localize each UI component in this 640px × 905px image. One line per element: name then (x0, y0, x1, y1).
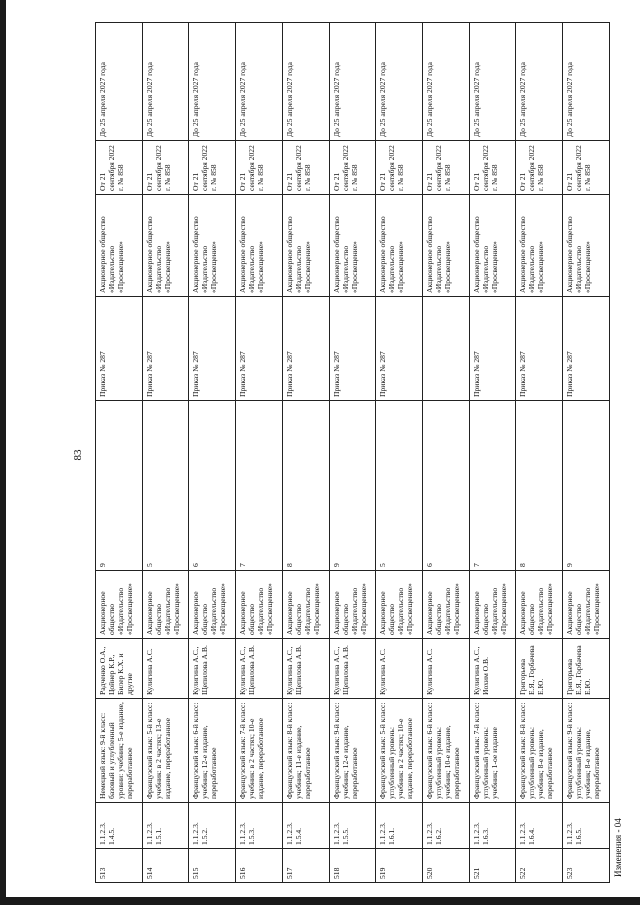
valid-until: До 25 апреля 2027 года (471, 62, 481, 137)
row-number: 513 (98, 867, 107, 879)
publisher-full-cell (142, 571, 189, 639)
authors-cell (236, 639, 283, 699)
grade-number: 8 (284, 563, 294, 567)
textbook-title-cell (282, 699, 329, 803)
publisher-cell (516, 195, 563, 297)
table-row (142, 23, 189, 883)
order-ref-cell (469, 297, 516, 401)
textbook-title: Французский язык: 6-й класс: углубленный уровень: учебник; 10-е издание, переработанное (425, 702, 462, 799)
order-ref-cell (329, 297, 376, 401)
publisher-full: Акционерное общество «Издательство «Просвещение» (378, 583, 415, 635)
row-number: 522 (518, 867, 528, 879)
grade-number-cell (329, 401, 376, 571)
publisher-full: Акционерное общество «Издательство «Просвещение» (518, 583, 555, 635)
grade-number: 6 (425, 563, 435, 567)
row-code: 1.1.2.3. 1.5.3. (238, 822, 257, 845)
row-code-cell (469, 803, 516, 849)
order-ref-cell (563, 297, 610, 401)
approval-date: От 21 сентября 2022 г. № 858 (378, 145, 406, 191)
approval-date-cell (142, 141, 189, 195)
approval-date: От 21 сентября 2022 г. № 858 (518, 145, 546, 191)
textbook-title-cell (376, 699, 423, 803)
row-number-cell (96, 849, 143, 883)
row-number-cell (376, 849, 423, 883)
row-number-cell (236, 849, 283, 883)
row-number: 517 (284, 867, 294, 879)
row-number: 521 (471, 867, 481, 879)
approval-date-cell (469, 141, 516, 195)
valid-until: До 25 апреля 2027 года (518, 62, 528, 137)
valid-until-cell (563, 23, 610, 141)
order-ref-cell (282, 297, 329, 401)
publisher-full-cell (516, 571, 563, 639)
approval-date: От 21 сентября 2022 г. № 858 (191, 145, 219, 191)
row-code: 1.1.2.3. 1.5.2. (191, 822, 210, 845)
row-number: 515 (191, 867, 201, 879)
publisher-full: Акционерное общество «Издательство «Просвещение» (98, 583, 134, 635)
approval-date-cell (329, 141, 376, 195)
valid-until-cell (423, 23, 470, 141)
order-ref: Приказ № 287 (284, 351, 294, 397)
textbook-title-cell (189, 699, 236, 803)
order-ref: Приказ № 287 (98, 351, 107, 397)
table-body (96, 23, 610, 883)
publisher: Акционерное общество «Издательство «Просвещение» (331, 216, 359, 293)
row-code: 1.1.2.3. 1.6.4. (518, 822, 537, 845)
approval-date: От 21 сентября 2022 г. № 858 (238, 145, 266, 191)
publisher-full: Акционерное общество «Издательство «Просвещение» (284, 583, 321, 635)
publisher-full-cell (189, 571, 236, 639)
authors: Кулигина А.С., Щепилова А.В. (238, 645, 257, 695)
row-code: 1.1.2.3. 1.4.5. (98, 822, 116, 845)
table-row (236, 23, 283, 883)
approval-date-cell (423, 141, 470, 195)
grade-number-cell (469, 401, 516, 571)
publisher-full-cell (563, 571, 610, 639)
row-number-cell (469, 849, 516, 883)
row-number-cell (142, 849, 189, 883)
grade-number-cell (563, 401, 610, 571)
row-number: 518 (331, 867, 341, 879)
grade-number: 8 (518, 563, 528, 567)
row-code: 1.1.2.3. 1.5.4. (284, 822, 303, 845)
approval-date: От 21 сентября 2022 г. № 858 (98, 145, 125, 191)
approval-date-cell (236, 141, 283, 195)
grade-number-cell (96, 401, 143, 571)
valid-until: До 25 апреля 2027 года (238, 62, 248, 137)
valid-until-cell (142, 23, 189, 141)
authors-cell (189, 639, 236, 699)
publisher: Акционерное общество «Издательство «Просвещение» (565, 216, 593, 293)
row-code-cell (96, 803, 143, 849)
order-ref: Приказ № 287 (471, 351, 481, 397)
approval-date-cell (96, 141, 143, 195)
order-ref-cell (96, 297, 143, 401)
authors-cell (96, 639, 143, 699)
publisher-cell (282, 195, 329, 297)
valid-until-cell (376, 23, 423, 141)
valid-until: До 25 апреля 2027 года (331, 62, 341, 137)
valid-until: До 25 апреля 2027 года (98, 62, 107, 137)
publisher-full: Акционерное общество «Издательство «Просвещение» (144, 583, 181, 635)
order-ref-cell (516, 297, 563, 401)
row-number-cell (329, 849, 376, 883)
row-code-cell (516, 803, 563, 849)
row-code-cell (376, 803, 423, 849)
authors: Григорьева Е.Я., Горбачева Е.Ю. (518, 645, 546, 695)
row-number: 519 (378, 867, 388, 879)
textbook-title: Французский язык: 7-й класс: углубленный уровень: учебник; 1-ое издание (471, 702, 499, 799)
valid-until: До 25 апреля 2027 года (378, 62, 388, 137)
textbook-title-cell (329, 699, 376, 803)
row-number-cell (516, 849, 563, 883)
publisher-full-cell (376, 571, 423, 639)
authors: Кулигина А.С., Щепилова А.В. (331, 645, 350, 695)
valid-until-cell (329, 23, 376, 141)
grade-number: 9 (98, 563, 107, 567)
document-footer: Изменения - 04 (613, 818, 623, 877)
row-code-cell (329, 803, 376, 849)
order-ref: Приказ № 287 (378, 351, 388, 397)
authors-cell (423, 639, 470, 699)
textbook-title: Французский язык: 8-й класс: учебник; 11-е издание, переработанное (284, 702, 312, 799)
row-number: 520 (425, 867, 435, 879)
textbook-title-cell (563, 699, 610, 803)
publisher-full-cell (329, 571, 376, 639)
publisher-full: Акционерное общество «Издательство «Просвещение» (565, 583, 602, 635)
valid-until: До 25 апреля 2027 года (565, 62, 575, 137)
order-ref-cell (423, 297, 470, 401)
approval-date: От 21 сентября 2022 г. № 858 (331, 145, 359, 191)
textbook-title-cell (96, 699, 143, 803)
publisher-cell (96, 195, 143, 297)
row-number: 523 (565, 867, 575, 879)
textbook-title: Немецкий язык: 9-й класс: базовый и углубленный уровни: учебник; 5-е издание, переработанное (98, 702, 134, 799)
publisher: Акционерное общество «Издательство «Просвещение» (378, 216, 406, 293)
order-ref-cell (142, 297, 189, 401)
authors: Кулигина А.С. (378, 648, 388, 695)
row-number: 516 (238, 867, 248, 879)
grade-number-cell (516, 401, 563, 571)
textbook-table (95, 22, 610, 883)
textbook-title: Французский язык: 5-й класс: углубленный уровень: учебник: в 2 частях; 10-е издание, переработанное (378, 702, 415, 799)
grade-number-cell (282, 401, 329, 571)
publisher: Акционерное общество «Издательство «Просвещение» (284, 216, 312, 293)
textbook-title-cell (142, 699, 189, 803)
valid-until: До 25 апреля 2027 года (191, 62, 201, 137)
approval-date-cell (282, 141, 329, 195)
table-row (282, 23, 329, 883)
authors-cell (329, 639, 376, 699)
grade-number-cell (142, 401, 189, 571)
textbook-title-cell (423, 699, 470, 803)
row-code-cell (282, 803, 329, 849)
valid-until-cell (189, 23, 236, 141)
publisher-full-cell (96, 571, 143, 639)
publisher-cell (563, 195, 610, 297)
row-code-cell (189, 803, 236, 849)
publisher: Акционерное общество «Издательство «Просвещение» (98, 216, 125, 293)
row-code: 1.1.2.3. 1.6.5. (565, 822, 584, 845)
textbook-title: Французский язык: 7-й класс: учебник: в 2 частях; 10-е издание, переработанное (238, 702, 266, 799)
grade-number-cell (423, 401, 470, 571)
row-code-cell (423, 803, 470, 849)
authors-cell (376, 639, 423, 699)
publisher: Акционерное общество «Издательство «Просвещение» (471, 216, 499, 293)
publisher-cell (189, 195, 236, 297)
approval-date-cell (516, 141, 563, 195)
row-code: 1.1.2.3. 1.6.2. (425, 822, 444, 845)
publisher-full: Акционерное общество «Издательство «Просвещение» (471, 583, 508, 635)
table-row (516, 23, 563, 883)
row-number-cell (423, 849, 470, 883)
grade-number: 7 (238, 563, 248, 567)
textbook-title-cell (469, 699, 516, 803)
order-ref: Приказ № 287 (238, 351, 248, 397)
grade-number-cell (189, 401, 236, 571)
publisher-full-cell (469, 571, 516, 639)
row-code-cell (563, 803, 610, 849)
publisher: Акционерное общество «Издательство «Просвещение» (191, 216, 219, 293)
approval-date: От 21 сентября 2022 г. № 858 (284, 145, 312, 191)
publisher-full-cell (282, 571, 329, 639)
grade-number-cell (236, 401, 283, 571)
textbook-title-cell (236, 699, 283, 803)
grade-number: 9 (331, 563, 341, 567)
row-code: 1.1.2.3. 1.6.1. (378, 822, 397, 845)
textbook-title: Французский язык: 5-й класс: учебник: в 2 частях; 13-е издание, переработанное (144, 702, 172, 799)
publisher-full-cell (236, 571, 283, 639)
approval-date: От 21 сентября 2022 г. № 858 (471, 145, 499, 191)
table-row (376, 23, 423, 883)
authors: Кулигина А.С. (425, 648, 435, 695)
grade-number: 9 (565, 563, 575, 567)
row-code-cell (142, 803, 189, 849)
publisher-cell (469, 195, 516, 297)
publisher-cell (329, 195, 376, 297)
textbook-title-cell (516, 699, 563, 803)
textbook-title: Французский язык: 9-й класс: учебник; 12-е издание, переработанное (331, 702, 359, 799)
row-code: 1.1.2.3. 1.6.3. (471, 822, 490, 845)
publisher-cell (142, 195, 189, 297)
valid-until: До 25 апреля 2027 года (144, 62, 154, 137)
publisher-full: Акционерное общество «Издательство «Просвещение» (238, 583, 275, 635)
approval-date-cell (189, 141, 236, 195)
order-ref-cell (236, 297, 283, 401)
row-code: 1.1.2.3. 1.5.1. (144, 822, 163, 845)
approval-date: От 21 сентября 2022 г. № 858 (425, 145, 453, 191)
publisher-cell (423, 195, 470, 297)
authors: Григорьева Е.Я., Горбачева Е.Ю. (565, 645, 593, 695)
valid-until: До 25 апреля 2027 года (425, 62, 435, 137)
textbook-title: Французский язык: 6-й класс: учебник; 12-е издание, переработанное (191, 702, 219, 799)
table-row (96, 23, 143, 883)
table-row (189, 23, 236, 883)
textbook-title: Французский язык: 9-й класс: углубленный уровень: учебник; 8-е издание, переработанное (565, 702, 602, 799)
table-row (469, 23, 516, 883)
publisher-full-cell (423, 571, 470, 639)
valid-until: До 25 апреля 2027 года (284, 62, 294, 137)
valid-until-cell (516, 23, 563, 141)
publisher: Акционерное общество «Издательство «Просвещение» (425, 216, 453, 293)
authors: Кулигина А.С., Иохим О.В. (471, 646, 490, 695)
valid-until-cell (469, 23, 516, 141)
grade-number-cell (376, 401, 423, 571)
grade-number: 7 (471, 563, 481, 567)
valid-until-cell (282, 23, 329, 141)
authors: Радченко О.А., Цойнер К.Р., Билер К.Х. и другие (98, 646, 134, 695)
order-ref: Приказ № 287 (565, 351, 575, 397)
publisher: Акционерное общество «Издательство «Просвещение» (144, 216, 172, 293)
order-ref: Приказ № 287 (518, 351, 528, 397)
row-number: 514 (144, 867, 154, 879)
publisher: Акционерное общество «Издательство «Просвещение» (518, 216, 546, 293)
authors-cell (516, 639, 563, 699)
row-code: 1.1.2.3. 1.5.5. (331, 822, 350, 845)
publisher-cell (376, 195, 423, 297)
approval-date: От 21 сентября 2022 г. № 858 (144, 145, 172, 191)
valid-until-cell (236, 23, 283, 141)
order-ref: Приказ № 287 (191, 351, 201, 397)
publisher-full: Акционерное общество «Издательство «Просвещение» (331, 583, 368, 635)
order-ref: Приказ № 287 (331, 351, 341, 397)
order-ref: Приказ № 287 (144, 351, 154, 397)
textbook-title: Французский язык: 8-й класс: углубленный уровень: учебник; 8-е издание, переработанное (518, 702, 555, 799)
grade-number: 5 (144, 563, 154, 567)
grade-number: 5 (378, 563, 388, 567)
row-number-cell (282, 849, 329, 883)
publisher-full: Акционерное общество «Издательство «Просвещение» (191, 583, 228, 635)
row-number-cell (563, 849, 610, 883)
authors: Кулигина А.С. (144, 648, 154, 695)
authors-cell (563, 639, 610, 699)
approval-date: От 21 сентября 2022 г. № 858 (565, 145, 593, 191)
authors-cell (282, 639, 329, 699)
approval-date-cell (376, 141, 423, 195)
authors: Кулигина А.С., Щепилова А.В. (284, 645, 303, 695)
order-ref-cell (376, 297, 423, 401)
publisher: Акционерное общество «Издательство «Просвещение» (238, 216, 266, 293)
row-number-cell (189, 849, 236, 883)
approval-date-cell (563, 141, 610, 195)
table-row (329, 23, 376, 883)
table-row (423, 23, 470, 883)
page-number: 83 (72, 449, 84, 461)
table-row (563, 23, 610, 883)
order-ref-cell (189, 297, 236, 401)
authors-cell (469, 639, 516, 699)
valid-until-cell (96, 23, 143, 141)
publisher-cell (236, 195, 283, 297)
grade-number: 6 (191, 563, 201, 567)
row-code-cell (236, 803, 283, 849)
authors-cell (142, 639, 189, 699)
publisher-full: Акционерное общество «Издательство «Просвещение» (425, 583, 462, 635)
authors: Кулигина А.С., Щепилова А.В. (191, 645, 210, 695)
